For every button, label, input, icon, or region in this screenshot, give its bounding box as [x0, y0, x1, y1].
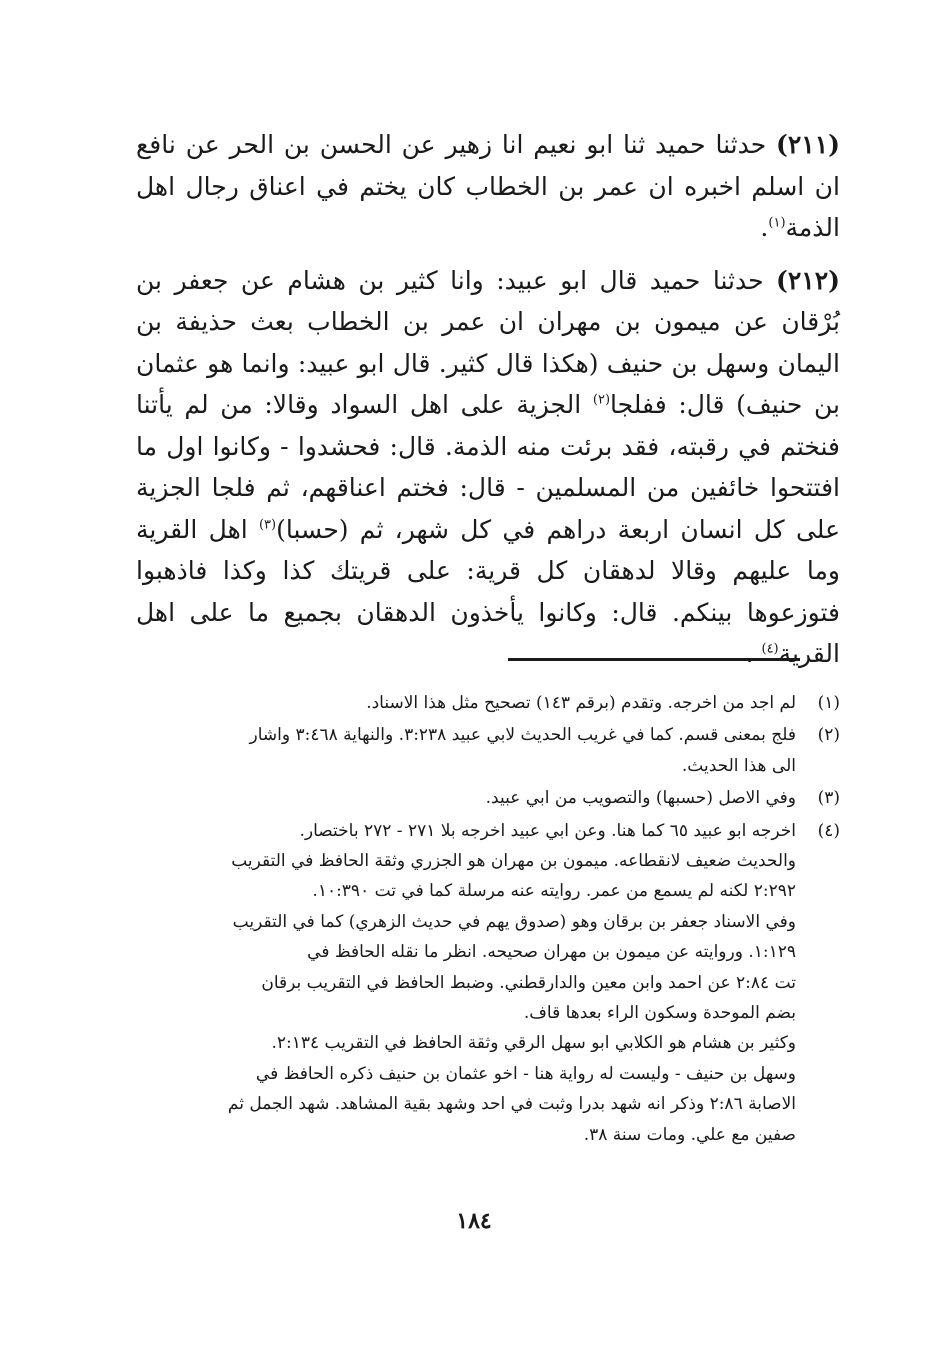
- hadith-text-line: حدثنا حميد قال ابو عبيد: وانا كثير بن هشام عن جعفر بن: [136, 265, 764, 295]
- hadith-text-segment: على كل انسان اربعة دراهم في كل شهر، ثم (حسبا): [276, 514, 840, 544]
- hadith-text-end: .: [745, 639, 762, 668]
- hadith-text-segment: حنيف) قال: ففلجا: [610, 390, 803, 419]
- footnote-divider: [508, 658, 800, 661]
- page-number: ١٨٤: [456, 1208, 492, 1234]
- footnote-number: (٣): [817, 788, 840, 809]
- hadith-text-line: وسهل بن حنيف (هكذا قال كثير. قال ابو عبيد: وانما هو عثمان بن: [136, 348, 840, 419]
- main-text: [136, 124, 840, 675]
- footnote-number: (٤): [817, 820, 840, 841]
- footnote-body: [140, 688, 796, 718]
- footnote-line: الاصابة ٢:٨٦ وذكر انه شهد بدرا وثبت في احد وشهد بقية المشاهد. شهد الجمل ثم: [227, 1094, 796, 1115]
- footnote-line: وفي الاصل (حسبها) والتصويب من ابي عبيد.: [485, 788, 796, 809]
- footnote-ref[interactable]: (٤): [761, 641, 779, 657]
- footnotes: [140, 688, 840, 1150]
- footnote-body: [140, 720, 796, 781]
- hadith-text-line: نافع ان اسلم اخبره ان عمر بن الخطاب كان يختم في اعناق رجال اهل: [136, 130, 840, 201]
- footnote-ref[interactable]: (١): [768, 215, 786, 231]
- hadith-text-line: في رقبته، فقد برئت منه الذمة. قال: فحشدوا - وكانوا اول ما: [136, 431, 771, 461]
- hadith-number: (٢١١): [776, 130, 841, 159]
- footnote-line: الى هذا الحديث.: [681, 755, 796, 776]
- footnote-line: وفي الاسناد جعفر بن برقان وهو (صدوق يهم في حديث الزهري) كما في التقريب: [232, 911, 796, 932]
- hadith-text-segment: الجزية على اهل السواد وقالا: من لم يأتنا فنختم: [136, 390, 841, 461]
- footnote-line: تت ٢:٨٤ عن احمد وابن معين والدارقطني. وضبط الحافظ في التقريب برقان: [261, 972, 796, 993]
- hadith-text-end: .: [760, 213, 769, 242]
- footnote-line: وكثير بن هشام هو الكلابي ابو سهل الرقي وثقة الحافظ في التقريب ٢:١٣٤.: [271, 1033, 796, 1054]
- hadith-text-line: حدثنا حميد ثنا ابو نعيم انا زهير عن الحسن بن الحر عن: [185, 130, 767, 159]
- footnote-number: (١): [817, 693, 840, 713]
- footnote-line: ٢:٢٩٢ لكنه لم يسمع من عمر. روايته عنه مرسلة كما في تت ١٠:٣٩٠.: [312, 881, 796, 902]
- footnote-1: [140, 688, 840, 718]
- footnote-body: [140, 816, 796, 1150]
- hadith-text-segment: اهل القرية وما: [136, 514, 840, 585]
- hadith-text-line: افتتحوا خائفين من المسلمين - قال: فختم اعناقهم، ثم فلجا الجزية: [136, 473, 840, 502]
- hadith-211: [136, 124, 840, 249]
- hadith-number: (٢١٢): [776, 265, 840, 295]
- hadith-text-segment: بينكم. قال: وكانوا يأخذون الدهقان بجميع ما على اهل القرية: [136, 597, 840, 668]
- footnote-ref[interactable]: (٢): [592, 392, 611, 408]
- footnote-line: اخرجه ابو عبيد ٦٥ كما هنا. وعن ابي عبيد اخرجه بلا ٢٧١ - ٢٧٢ باختصار.: [299, 820, 796, 841]
- footnote-line: ١:١٢٩. وروايته عن ميمون بن مهران صحيحه. انظر ما نقله الحافظ في: [307, 942, 796, 963]
- hadith-212: [136, 260, 840, 675]
- footnote-body: [140, 783, 796, 813]
- footnote-ref[interactable]: (٣): [258, 517, 277, 533]
- footnote-line: صفين مع علي. ومات سنة ٣٨.: [583, 1124, 796, 1145]
- hadith-text-line: عليهم وقالا لدهقان كل قرية: على قريتك كذا وكذا فاذهبوا فتوزعوها: [136, 556, 840, 627]
- footnote-line: لم اجد من اخرجه. وتقدم (برقم ١٤٣) تصحيح مثل هذا الاسناد.: [366, 693, 796, 713]
- hadith-text-tail: الذمة: [785, 213, 840, 242]
- footnote-line: بضم الموحدة وسكون الراء بعدها قاف.: [523, 1003, 796, 1024]
- footnote-number: (٢): [817, 725, 840, 746]
- footnote-line: والحديث ضعيف لانقطاعه. ميمون بن مهران هو الجزري وثقة الحافظ في التقريب: [231, 851, 796, 872]
- footnote-4: [140, 816, 840, 1150]
- footnote-2: [140, 720, 840, 781]
- hadith-text-line: بُرْقان عن ميمون بن مهران ان عمر بن الخطاب بعث حذيفة بن اليمان: [136, 307, 840, 378]
- footnote-line: وسهل بن حنيف - وليست له رواية هنا - اخو عثمان بن حنيف ذكره الحافظ في: [255, 1063, 796, 1084]
- footnote-line: فلج بمعنى قسم. كما في غريب الحديث لابي عبيد ٣:٢٣٨. والنهاية ٣:٤٦٨ واشار: [249, 725, 796, 746]
- footnote-3: [140, 783, 840, 813]
